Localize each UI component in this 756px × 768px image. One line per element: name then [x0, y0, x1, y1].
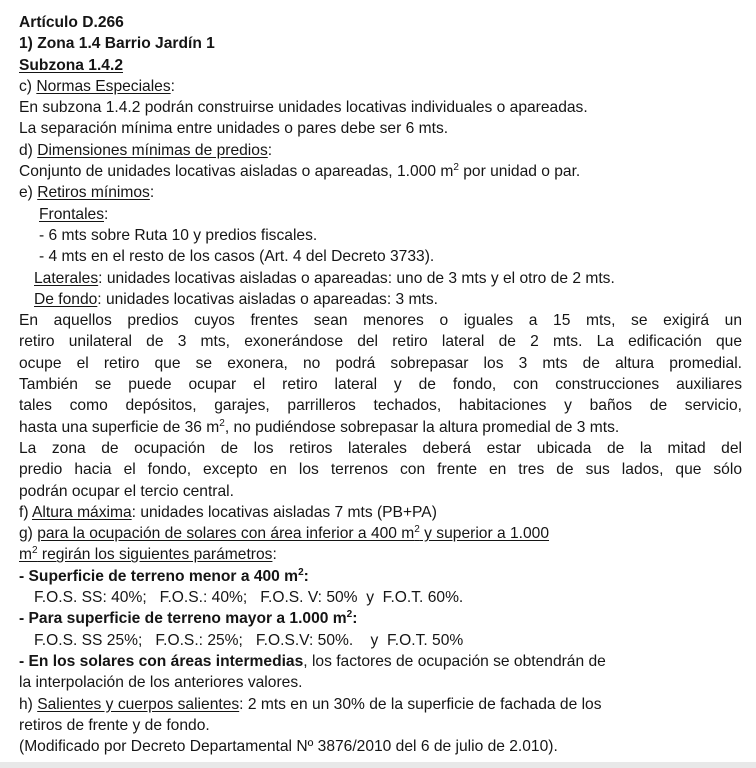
retiros-paragraph-line-4: También se puede ocupar el retiro lateral y de fondo, con construcciones auxiliares [19, 376, 742, 394]
superscript: 2 [219, 417, 225, 429]
subzone-title: Subzona 1.4.2 [19, 56, 123, 74]
menor-400-colon: : [303, 567, 309, 585]
section-e-heading [19, 182, 742, 203]
section-g-title-1-a: para la ocupación de solares con área inferior a 400 m [37, 525, 415, 543]
section-g-title-1 [37, 525, 549, 542]
menor-400-values: F.O.S. SS: 40%; F.O.S.: 40%; F.O.S. V: 50% y F.O.T. 60%. [34, 589, 464, 607]
section-g-title-2 [19, 546, 272, 563]
frontales-label: Frontales [39, 205, 105, 223]
section-d-heading [19, 140, 742, 161]
retiros-text-a: hasta una superficie de 36 m [19, 418, 220, 436]
retiros-paragraph-line-9: podrán ocupar el tercio central. [19, 482, 234, 500]
fondo-text: : unidades locativas aisladas o apareadas: 3 mts. [97, 290, 438, 308]
section-h-title: Salientes y cuerpos salientes [37, 695, 240, 713]
mayor-1000-colon: : [352, 610, 358, 628]
mayor-1000-text: - Para superficie de terreno mayor a 1.000 m [19, 610, 347, 628]
superscript: 2 [298, 566, 304, 578]
superscript: 2 [346, 609, 353, 621]
retiros-paragraph-line-8: predio hacia el fondo, excepto en los terrenos con frente en tres de sus lados, que sólo [19, 461, 742, 479]
article-title: Artículo D.266 [19, 14, 124, 31]
section-f-title: Altura máxima [32, 503, 132, 521]
laterales-line [19, 268, 742, 289]
section-e-colon: : [149, 184, 155, 202]
retiros-paragraph-line-1: En aquellos predios cuyos frentes sean menores o iguales a 15 mts, se exigirá un [19, 312, 742, 330]
section-c-line-1: En subzona 1.4.2 podrán construirse unidades locativas individuales o apareadas. [19, 99, 588, 117]
section-d-title: Dimensiones mínimas de predios [37, 141, 268, 159]
retiros-text-b: , no pudiéndose sobrepasar la altura promedial de 3 mts. [224, 418, 620, 436]
superscript: 2 [414, 523, 420, 535]
section-g-title-2-b: regirán los siguientes parámetros [37, 546, 273, 564]
laterales-text: : unidades locativas aisladas o apareadas: uno de 3 mts y el otro de 2 mts. [98, 269, 615, 287]
section-d-text-a: Conjunto de unidades locativas aisladas o apareadas, 1.000 m [19, 163, 454, 181]
modification-note: (Modificado por Decreto Departamental Nº 3876/2010 del 6 de julio de 2.010). [19, 738, 558, 756]
superscript: 2 [32, 545, 38, 557]
section-d-line-1 [19, 161, 742, 182]
section-g-heading-2 [19, 544, 742, 565]
mayor-1000-values: F.O.S. SS 25%; F.O.S.: 25%; F.O.S.V: 50%. y F.O.T. 50% [34, 631, 464, 649]
mayor-1000-heading [19, 608, 742, 629]
section-c-title: Normas Especiales [36, 77, 171, 95]
section-f-line [19, 502, 742, 523]
section-c-line-2: La separación mínima entre unidades o pares debe ser 6 mts. [19, 120, 449, 138]
frontales-colon: : [104, 205, 109, 223]
intermedias-text: , los factores de ocupación se obtendrán de [303, 652, 606, 670]
menor-400-heading [19, 566, 742, 587]
section-g-heading-1 [19, 523, 742, 544]
laterales-label: Laterales [34, 269, 99, 287]
retiros-paragraph-line-2: retiro unilateral de 3 mts, exonerándose del retiro lateral de 2 mts. La edificación que [19, 333, 742, 351]
section-d-text-b: por unidad o par. [458, 163, 581, 181]
section-d-colon: : [267, 141, 273, 159]
superscript: 2 [453, 161, 459, 173]
section-h-line-1 [19, 694, 742, 715]
section-f-prefix: f) [19, 503, 32, 521]
section-h-line-2: retiros de frente y de fondo. [19, 716, 210, 734]
section-h-prefix: h) [19, 695, 38, 713]
retiros-paragraph-line-6 [19, 417, 742, 438]
section-f-text: : unidades locativas aisladas 7 mts (PB+PA) [131, 503, 437, 521]
retiros-paragraph-line-7: La zona de ocupación de los retiros laterales deberá estar ubicada de la mitad del [19, 439, 742, 457]
fondo-label: De fondo [34, 290, 98, 308]
retiros-paragraph-line-3: ocupe el retiro que se exonera, no podrá sobrepasar los 3 mts de altura promedial. [19, 354, 742, 372]
fondo-line [19, 289, 742, 310]
intermedias-line-2: la interpolación de los anteriores valores. [19, 674, 303, 692]
retiros-paragraph-line-5: tales como depósitos, garajes, parrilleros techados, habitaciones y baños de servicio, [19, 397, 742, 415]
section-g-title-1-b: y superior a 1.000 [419, 525, 550, 543]
frontales-item-1: - 6 mts sobre Ruta 10 y predios fiscales. [39, 226, 318, 244]
section-c-heading [19, 76, 742, 97]
section-d-prefix: d) [19, 141, 38, 159]
frontales-item-2: - 4 mts en el resto de los casos (Art. 4 del Decreto 3733). [39, 248, 435, 266]
section-c-colon: : [170, 77, 176, 95]
page-bottom-edge [0, 762, 756, 768]
section-e-title: Retiros mínimos [37, 184, 150, 202]
section-c-prefix: c) [19, 77, 37, 95]
section-g-prefix: g) [19, 525, 38, 543]
frontales-heading [19, 204, 742, 225]
section-g-colon: : [272, 546, 277, 564]
section-h-text: : 2 mts en un 30% de la superficie de fachada de los [239, 695, 602, 713]
intermedias-line-1 [19, 651, 742, 672]
section-e-prefix: e) [19, 184, 38, 202]
intermedias-bold: - En los solares con áreas intermedias [19, 652, 304, 670]
menor-400-text: - Superficie de terreno menor a 400 m [19, 567, 299, 585]
zone-title: 1) Zona 1.4 Barrio Jardín 1 [19, 35, 215, 53]
section-g-title-2-a: m [19, 546, 32, 564]
